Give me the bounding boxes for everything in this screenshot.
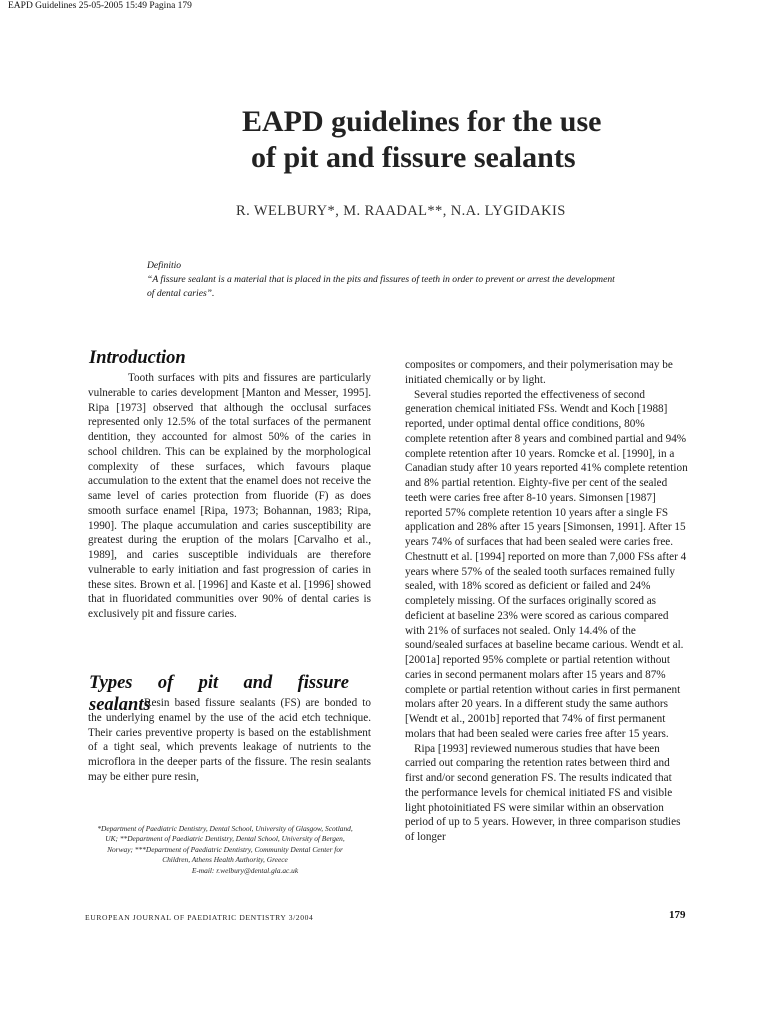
- contact-email: E-mail: r.welbury@dental.gla.ac.uk: [191, 865, 299, 875]
- title-line-1: EAPD guidelines for the use: [242, 105, 602, 138]
- types-paragraph: Resin based fissure sealants (FS) are bonded to the underlying enamel by the use of the acid etch technique. Their caries preventive property is based on the establishment of a tight seal, which prevents leakage of nutrients to the microflora in the deeper parts of the fissure. The resin sealants may be either pure resin,: [88, 697, 371, 783]
- author-list: R. WELBURY*, M. RAADAL**, N.A. LYGIDAKIS: [236, 203, 566, 219]
- page-number: 179: [669, 909, 686, 921]
- types-heading-line-1: Types of pit and fissure: [89, 673, 349, 693]
- definition-block: [147, 259, 617, 301]
- introduction-body: [88, 371, 371, 622]
- running-header: EAPD Guidelines 25-05-2005 15:49 Pagina 179: [8, 1, 192, 11]
- author-affiliations: [95, 824, 355, 876]
- types-body: [88, 696, 371, 785]
- types-heading-line-2: sealants: [89, 695, 151, 715]
- right-paragraph-1: composites or compomers, and their polymerisation may be initiated chemically or by light.: [405, 359, 673, 386]
- introduction-paragraph: Tooth surfaces with pits and fissures are particularly vulnerable to caries development [Manton and Messer, 1995]. Ripa [1973] observed that although the occlusal surfaces represented only 12.5% of the total surfaces of the permanent dentition, they accounted for almost 50% of the caries in school children. This can be explained by the morphological complexity of these surfaces, which favours plaque accumulation to the extent that the enamel does not receive the same level of caries protection from fluoride (F) as does smooth surface enamel [Ripa, 1973; Bohannan, 1983; Ripa, 1990]. The plaque accumulation and caries susceptibility are greatest during the eruption of the molars [Carvalho et al., 1989], and caries susceptible individuals are therefore vulnerable to early initiation and fast progression of caries in these sites. Brown et al. [1996] and Kaste et al. [1996] showed that in fluoridated communities over 90% of dental caries is exclusively pit and fissure caries.: [88, 372, 371, 620]
- affiliation-text: *Department of Paediatric Dentistry, Dental School, University of Glasgow, Scotland, UK; **Department of Paediatric Dentistry, Dental School, University of Bergen, Norway; ***Department of Paediatric Dentistry, Community Dental Center for Children, Athens Health Authority, Greece: [97, 824, 353, 865]
- definition-label: Definitio: [147, 260, 182, 271]
- title-line-2: of pit and fissure sealants: [251, 141, 576, 174]
- definition-text: “A fissure sealant is a material that is placed in the pits and fissures of teeth in order to prevent or arrest the development of dental caries”.: [147, 274, 615, 299]
- journal-footer: EUROPEAN JOURNAL OF PAEDIATRIC DENTISTRY 3/2004: [85, 913, 314, 922]
- introduction-heading: Introduction: [89, 348, 186, 368]
- article-title: [242, 104, 702, 176]
- right-paragraph-3: Ripa [1993] reviewed numerous studies that have been carried out comparing the retention rates between third and first and/or second generation FS. The results indicated that the performance levels for chemical initiated FS and visible light photoinitiated FS were similar within an observation period of up to 5 years. However, in three comparison studies of longer: [405, 742, 681, 843]
- right-column: [405, 358, 688, 845]
- right-paragraph-2: Several studies reported the effectiveness of second generation chemical initiated FSs. Wendt and Koch [1988] reported, under optimal dental office conditions, 80% complete retention after 8 years and combined partial and 94% complete retention after 10 years. Romcke et al. [1990], in a Canadian study after 10 years reported 41% complete retention and 8% partial retention. Eighty-five per cent of the sealed teeth were caries free after 8-10 years. Simonsen [1987] reported 57% complete retention 10 years after a single FS application and 28% after 15 years [Simonsen, 1991]. After 15 years 74% of surfaces that had been sealed were caries free. Chestnutt et al. [1994] reported on more than 7,000 FSs after 4 years where 57% of the sealed tooth surfaces remained fully sealed, with 18% scored as deficient or failed and 24% completely missing. Of the surfaces originally scored as deficient at baseline 23% were scored as carious compared with 21% of surfaces not sealed. Only 14.4% of the sound/sealed surfaces at baseline became carious. Wendt et al. [2001a] reported 95% complete or partial retention without caries in second permanent molars after 15 years and 87% complete or partial retention without caries in first permanent molars after 20 years. In a different study the same authors [Wendt et al., 2001b] reported that 74% of first permanent molars that had been sealed were caries free after 15 years.: [405, 388, 688, 740]
